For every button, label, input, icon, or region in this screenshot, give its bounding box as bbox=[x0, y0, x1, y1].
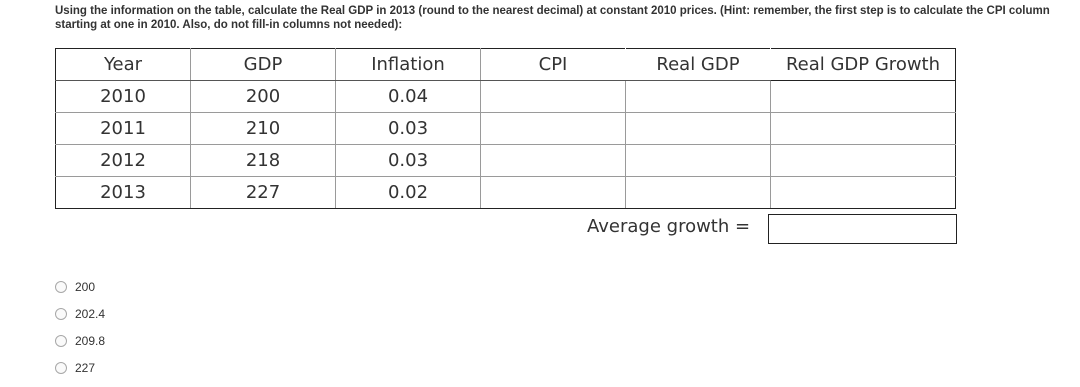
cell-cpi bbox=[481, 145, 626, 177]
answer-option-label[interactable]: 200 bbox=[75, 279, 96, 294]
cell-year: 2013 bbox=[56, 177, 191, 209]
header-real-gdp: Real GDP bbox=[626, 49, 771, 81]
header-cpi: CPI bbox=[481, 49, 626, 81]
question-text: Using the information on the table, calculate the Real GDP in 2013 (round to the nearest decimal) at constant 2010 prices. (Hint: remember, the first step is to calculate the CPI column starting at one in 2010. Also, do not fill-in columns not needed): bbox=[55, 5, 1050, 31]
cell-gdp: 227 bbox=[191, 177, 336, 209]
cell-real-gdp bbox=[626, 113, 771, 145]
cell-real-gdp bbox=[626, 177, 771, 209]
cell-inflation: 0.04 bbox=[336, 81, 481, 113]
cell-cpi bbox=[481, 81, 626, 113]
table-row bbox=[56, 113, 956, 145]
gdp-table bbox=[55, 48, 956, 209]
radio-button[interactable] bbox=[55, 335, 67, 347]
average-growth-label: Average growth = bbox=[587, 216, 751, 237]
answer-option[interactable] bbox=[55, 358, 105, 377]
cell-cpi bbox=[481, 177, 626, 209]
cell-gdp: 218 bbox=[191, 145, 336, 177]
cell-real-gdp-growth bbox=[771, 81, 956, 113]
cell-inflation: 0.03 bbox=[336, 145, 481, 177]
radio-button[interactable] bbox=[55, 362, 67, 374]
cell-real-gdp-growth bbox=[771, 145, 956, 177]
answer-option-label[interactable]: 209.8 bbox=[75, 333, 106, 348]
table-row bbox=[56, 177, 956, 209]
cell-inflation: 0.02 bbox=[336, 177, 481, 209]
cell-year: 2011 bbox=[56, 113, 191, 145]
header-inflation: Inflation bbox=[336, 49, 481, 81]
answer-option-label[interactable]: 227 bbox=[75, 360, 96, 375]
header-gdp: GDP bbox=[191, 49, 336, 81]
answer-option[interactable] bbox=[55, 277, 105, 296]
radio-button[interactable] bbox=[55, 281, 67, 293]
cell-cpi bbox=[481, 113, 626, 145]
cell-gdp: 210 bbox=[191, 113, 336, 145]
cell-real-gdp bbox=[626, 81, 771, 113]
cell-year: 2010 bbox=[56, 81, 191, 113]
cell-real-gdp-growth bbox=[771, 177, 956, 209]
answer-option[interactable] bbox=[55, 331, 105, 350]
cell-inflation: 0.03 bbox=[336, 113, 481, 145]
answer-option[interactable] bbox=[55, 304, 105, 323]
table-header-row bbox=[56, 49, 956, 81]
answer-options bbox=[55, 277, 105, 385]
cell-real-gdp-growth bbox=[771, 113, 956, 145]
answer-option-label[interactable]: 202.4 bbox=[75, 306, 106, 321]
cell-real-gdp bbox=[626, 145, 771, 177]
radio-button[interactable] bbox=[55, 308, 67, 320]
cell-year: 2012 bbox=[56, 145, 191, 177]
cell-gdp: 200 bbox=[191, 81, 336, 113]
average-growth-box bbox=[768, 214, 957, 244]
header-year: Year bbox=[56, 49, 191, 81]
header-real-gdp-growth: Real GDP Growth bbox=[771, 49, 956, 81]
table-row bbox=[56, 145, 956, 177]
table-row bbox=[56, 81, 956, 113]
